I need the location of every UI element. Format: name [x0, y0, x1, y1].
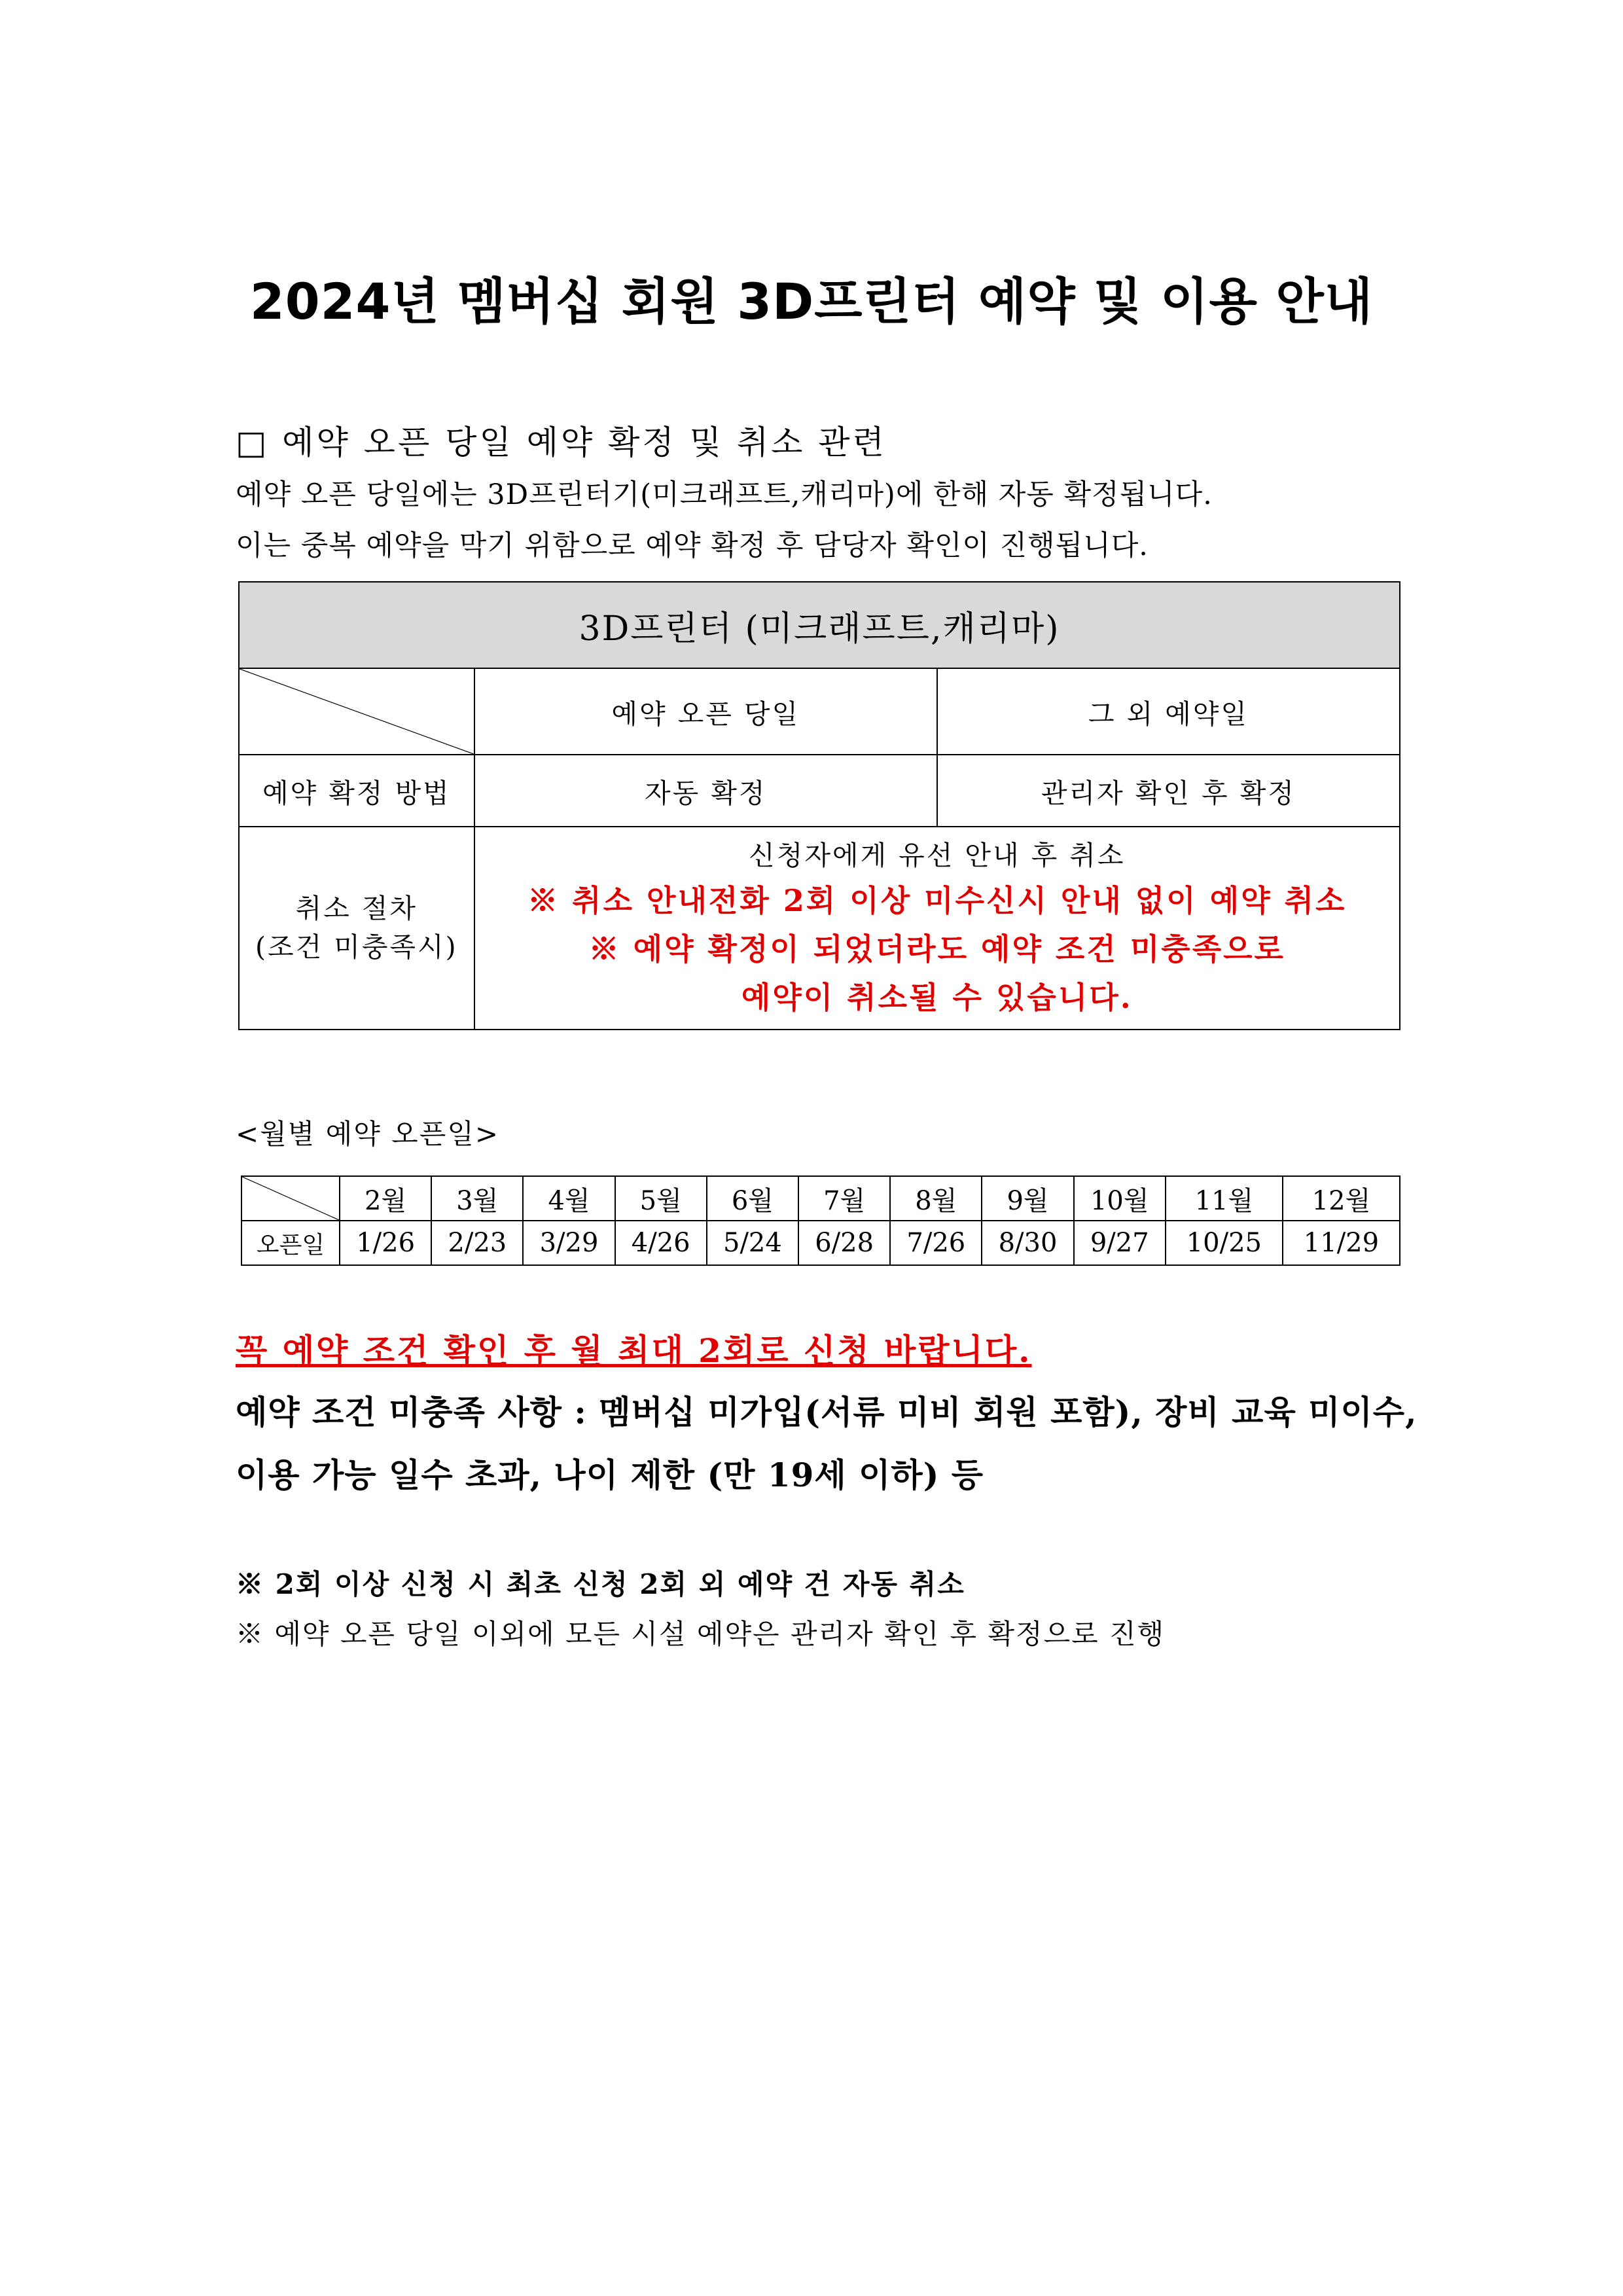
monthly-open-label: <월별 예약 오픈일> — [236, 1118, 500, 1150]
open-date: 9/27 — [1074, 1221, 1166, 1265]
cancel-warning-3: 예약이 취소될 수 있습니다. — [741, 979, 1133, 1015]
diagonal-line-icon — [242, 1177, 339, 1220]
month-header: 10월 — [1074, 1176, 1166, 1221]
reservation-table-header: 3D프린터 (미크래프트,캐리마) — [239, 582, 1400, 668]
cancel-label-line-1: 취소 절차 — [295, 892, 418, 924]
intro-line-2: 이는 중복 예약을 막기 위함으로 예약 확정 후 담당자 확인이 진행됩니다. — [236, 529, 1149, 562]
note-line-2: ※ 예약 오픈 당일 이외에 모든 시설 예약은 관리자 확인 후 확정으로 진행 — [236, 1618, 1166, 1650]
condition-line-2: 이용 가능 일수 초과, 나이 제한 (만 19세 이하) 등 — [236, 1456, 984, 1494]
cancel-text: 신청자에게 유선 안내 후 취소 — [749, 839, 1126, 871]
cancel-procedure-cell — [474, 827, 1400, 1030]
month-header: 9월 — [982, 1176, 1073, 1221]
month-header: 11월 — [1166, 1176, 1283, 1221]
open-date: 2/23 — [431, 1221, 523, 1265]
notice-red-line: 꼭 예약 조건 확인 후 월 최대 2회로 신청 바랍니다. — [236, 1331, 1032, 1370]
diagonal-header-cell — [239, 668, 474, 755]
page-title: 2024년 멤버십 회원 3D프린터 예약 및 이용 안내 — [249, 272, 1374, 331]
open-date: 4/26 — [615, 1221, 707, 1265]
row-label-confirm-method: 예약 확정 방법 — [239, 755, 474, 827]
month-header: 2월 — [340, 1176, 431, 1221]
note-line-1: ※ 2회 이상 신청 시 최초 신청 2회 외 예약 건 자동 취소 — [236, 1568, 965, 1600]
open-date: 3/29 — [523, 1221, 615, 1265]
month-header: 5월 — [615, 1176, 707, 1221]
cancel-label-line-2: (조건 미충족시) — [255, 931, 458, 963]
month-header: 6월 — [707, 1176, 798, 1221]
open-date: 1/26 — [340, 1221, 431, 1265]
open-date: 7/26 — [890, 1221, 982, 1265]
section-heading-text: 예약 오픈 당일 예약 확정 및 취소 관련 — [282, 423, 887, 461]
row-label-open-date: 오픈일 — [241, 1221, 340, 1265]
open-date: 8/30 — [982, 1221, 1073, 1265]
condition-line-1: 예약 조건 미충족 사항 : 멤버십 미가입(서류 미비 회원 포함), 장비 교육 미이수, — [236, 1393, 1418, 1431]
month-header: 12월 — [1283, 1176, 1400, 1221]
diagonal-line-icon — [240, 669, 474, 754]
open-date: 6/28 — [798, 1221, 890, 1265]
monthly-diagonal-cell — [241, 1176, 340, 1221]
month-header: 7월 — [798, 1176, 890, 1221]
row-label-cancel — [239, 827, 474, 1030]
confirm-method-open-day: 자동 확정 — [474, 755, 937, 827]
intro-line-1: 예약 오픈 당일에는 3D프린터기(미크래프트,캐리마)에 한해 자동 확정됩니다. — [236, 478, 1213, 511]
column-header-other-days: 그 외 예약일 — [937, 668, 1400, 755]
open-date: 10/25 — [1166, 1221, 1283, 1265]
section-heading — [236, 416, 887, 463]
column-header-open-day: 예약 오픈 당일 — [474, 668, 937, 755]
reservation-table — [238, 581, 1400, 1030]
month-header: 4월 — [523, 1176, 615, 1221]
month-header: 3월 — [431, 1176, 523, 1221]
cancel-warning-1: ※ 취소 안내전화 2회 이상 미수신시 안내 없이 예약 취소 — [527, 883, 1347, 919]
cancel-warning-2: ※ 예약 확정이 되었더라도 예약 조건 미충족으로 — [588, 931, 1285, 967]
monthly-open-table — [241, 1175, 1400, 1266]
confirm-method-other-days: 관리자 확인 후 확정 — [937, 755, 1400, 827]
month-header: 8월 — [890, 1176, 982, 1221]
open-date: 11/29 — [1283, 1221, 1400, 1265]
checkbox-icon: □ — [236, 423, 270, 461]
open-date: 5/24 — [707, 1221, 798, 1265]
